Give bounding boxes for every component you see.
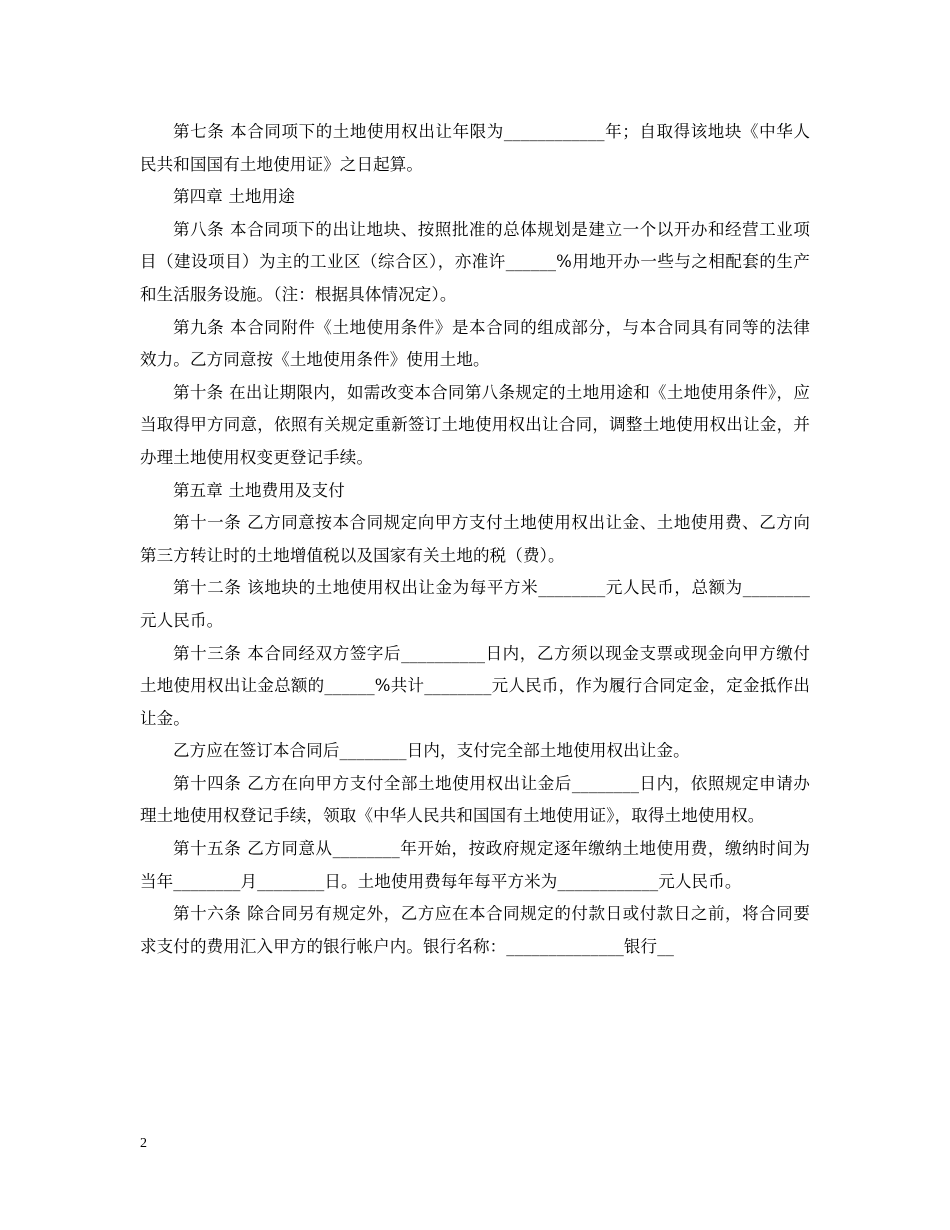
article-14: 第十四条 乙方在向甲方支付全部土地使用权出让金后________日内，依照规定申请办理土地使用权登记手续，领取《中华人民共和国国有土地使用证》，取得土地使用权。: [140, 773, 810, 826]
article-13-payment: 乙方应在签订本合同后________日内，支付完全部土地使用权出让金。: [173, 741, 690, 761]
article-7: 第七条 本合同项下的土地使用权出让年限为____________年；自取得该地块《中华人民共和国国有土地使用证》之日起算。: [140, 122, 810, 174]
article-10: 第十条 在出让期限内，如需改变本合同第八条规定的土地用途和《土地使用条件》，应当取得甲方同意，依照有关规定重新签订土地使用权出让合同，调整土地使用权出让金，并办理土地使用权变更登记手续。: [140, 382, 810, 467]
article-11: 第十一条 乙方同意按本合同规定向甲方支付土地使用权出让金、土地使用费、乙方向第三方转让时的土地增值税以及国家有关土地的税（费）。: [140, 513, 810, 565]
article-9: 第九条 本合同附件《土地使用条件》是本合同的组成部分，与本合同具有同等的法律效力。乙方同意按《土地使用条件》使用土地。: [140, 317, 810, 370]
article-12: 第十二条 该地块的土地使用权出让金为每平方米________元人民币，总额为________元人民币。: [140, 578, 810, 630]
article-8: 第八条 本合同项下的出让地块、按照批准的总体规划是建立一个以开办和经营工业项目（建设项目）为主的工业区（综合区），亦准许______%用地开办一些与之相配套的生产和生活服务设施。（注：根据具体情况定）。: [140, 219, 810, 304]
article-16: 第十六条 除合同另有规定外，乙方应在本合同规定的付款日或付款日之前，将合同要求支付的费用汇入甲方的银行帐户内。银行名称：______________银行__: [140, 904, 810, 956]
chapter-5-heading: 第五章 土地费用及支付: [173, 480, 345, 500]
page-number: 2: [140, 1136, 147, 1151]
chapter-4-heading: 第四章 土地用途: [173, 187, 295, 207]
article-15: 第十五条 乙方同意从________年开始，按政府规定逐年缴纳土地使用费，缴纳时间为当年________月________日。土地使用费每年每平方米为____________元人民币。: [140, 839, 810, 891]
document-body: [140, 116, 810, 963]
article-13: 第十三条 本合同经双方签字后__________日内，乙方须以现金支票或现金向甲方缴付土地使用权出让金总额的______%共计________元人民币，作为履行合同定金，定金抵作出让金。: [140, 643, 810, 728]
